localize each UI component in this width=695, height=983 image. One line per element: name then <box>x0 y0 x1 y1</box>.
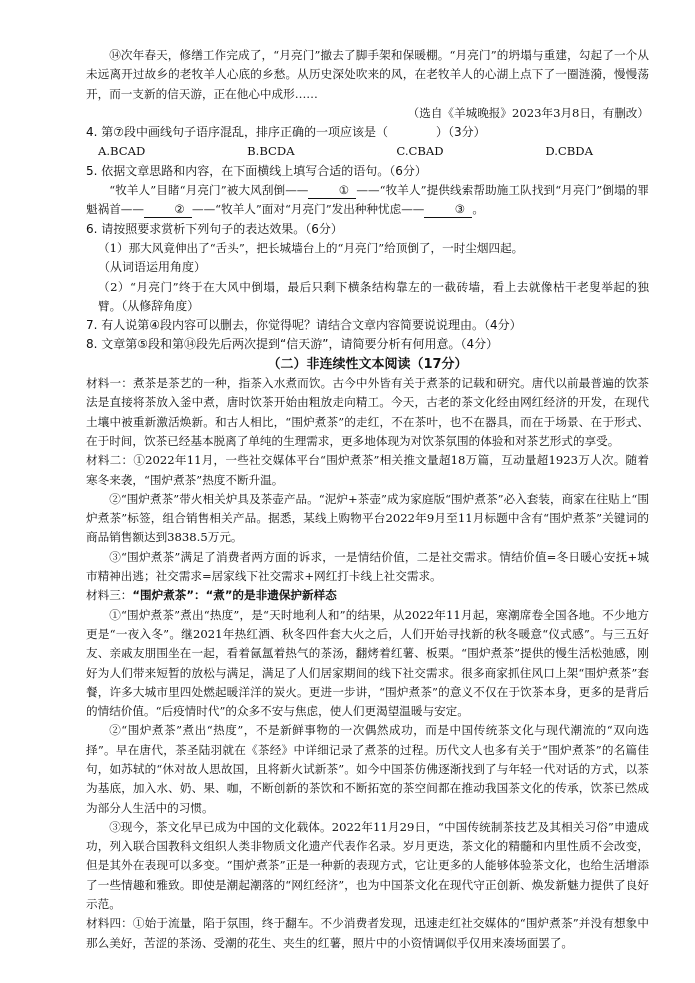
blank-1: ① <box>308 183 356 199</box>
material-3-para-2: ②“围炉煮茶”煮出“热度”，不是新鲜事物的一次偶然成功，而是中国传统茶文化与现代潮流的“双向选择”。早在唐代，茶圣陆羽就在《茶经》中详细记录了煮茶的过程。历代文人也多有关于“围炉煮茶”的名篇佳句，如苏轼的“休对故人思故国，且将新火试新茶”。如今中国茶仿佛逐渐找到了与年轻一代对话的方式，以茶为基底，加入水、奶、果、咖，不断创新的茶饮和不断拓宽的茶空间都在推动我国茶文化的传承，饮茶已然成为部分人生活中的习惯。 <box>86 723 649 815</box>
question-6: 6. 请按照要求赏析下列句子的表达效果。（6分） <box>86 221 343 236</box>
chain-part-1: “牧羊人”目睹“月亮门”被大风刮倒—— <box>109 183 309 198</box>
paragraph-14: ⑭次年春天，修缮工作完成了，“月亮门”撤去了脚手架和保暖棚。“月亮门”的坍塌与重建，勾起了一个从未远离开过故乡的老牧羊人心底的乡愁。从历史深处吹来的风，在老牧羊人的心湖上点下了一圈涟漪，慢慢荡开，而一支新的信天游，正在他心中成形…… <box>86 48 649 101</box>
material-4 <box>86 914 649 953</box>
question-7: 7. 有人说第④段内容可以删去，你觉得呢？请结合文章内容简要说说理由。（4分） <box>86 318 522 333</box>
question-4-score: ）（3分） <box>436 125 486 140</box>
material-2-para-1 <box>86 451 649 490</box>
material-3-title: “围炉煮茶”：“煮”的是非遗保护新样态 <box>132 588 337 603</box>
material-2-text-1: ①2022年11月，一些社交媒体平台“围炉煮茶”相关推文量超18万篇，互动量超1923万人次。随着寒冬来袭，“围炉煮茶”热度不断升温。 <box>86 453 649 487</box>
material-2-para-2: ②“围炉煮茶”带火相关炉具及茶壶产品。“泥炉+茶壶”成为家庭版“围炉煮茶”必入套装，商家在往贴上“围炉煮茶”标签，组合销售相关产品。据悉，某线上购物平台2022年9月至11月标题中含有“围炉煮茶”关键词的商品销售额达到3838.5万元。 <box>86 491 649 545</box>
material-4-text: ①始于流量，陷于氛围，终于翻车。不少消费者发现，迅速走红社交媒体的“围炉煮茶”并没有想象中那么美好，苦涩的茶汤、受潮的花生、夹生的红薯，照片中的小资情调似乎仅用来凑场面罢了。 <box>86 916 649 950</box>
blank-3: ③ <box>424 202 472 218</box>
chain-part-2: ——“牧羊人”提供线索帮助施工队找到“月亮门”倒塌的罪魁祸首—— <box>86 183 649 217</box>
option-d: D.CBDA <box>545 144 593 159</box>
option-a: A.BCAD <box>98 144 146 159</box>
question-6-angle-1: （从词语运用角度） <box>98 260 207 275</box>
chain-part-3: ——“牧羊人”面对“月亮门”发出种种忧虑—— <box>191 202 425 217</box>
option-b: B.BCDA <box>247 144 295 159</box>
material-1-label: 材料一： <box>86 376 133 391</box>
question-5: 5. 依据文章思路和内容，在下面横线上填写合适的语句。（6分） <box>86 163 427 178</box>
material-2-label: 材料二： <box>86 453 134 468</box>
material-3-para-3: ③现今，茶文化早已成为中国的文化载体。2022年11月29日，“中国传统制茶技艺及其相关习俗”申遗成功，列入联合国教科文组织人类非物质文化遗产代表作名录。岁月更迭，茶文化的精髓和内里性质不会改变，但是其外在表现可以多变。“围炉煮茶”正是一种新的表现方式，它让更多的人能够体验茶文化，也给生活增添了一些情趣和雅致。即使是潮起潮落的“网红经济”，也为中国茶文化在现代守正创新、焕发新魅力提供了良好示范。 <box>86 819 649 912</box>
chain-end: 。 <box>472 202 484 217</box>
question-6-sentence-2 <box>86 278 649 317</box>
material-3-label: 材料三： <box>86 588 133 603</box>
section-heading: （二）非连续性文本阅读（17分） <box>267 356 468 372</box>
question-8: 8. 文章第⑤段和第⑭段先后两次提到“信天游”，请简要分析有何用意。（4分） <box>86 337 499 352</box>
question-6-sentence-1: （1）那大风竟伸出了“舌头”，把长城墙台上的“月亮门”给顶倒了，一时尘烟四起。 <box>98 240 524 255</box>
source-citation: （选自《羊城晚报》2023年3月8日，有删改） <box>407 105 649 120</box>
material-1-text: 煮茶是茶艺的一种，指茶入水煮而饮。古今中外皆有关于煮茶的记载和研究。唐代以前最普遍的饮茶法是直接将茶放入釜中煮，唐时饮茶开始由粗放走向精工。今天，古老的茶文化经由网红经济的开发，在现代土壤中被重新激活焕新。和古人相比，“围炉煮茶”的走红，不在茶叶，也不在器具，而在于场景、在于形式、在于时间，饮茶已经基本脱离了单纯的生理需求，更多地体现为对饮茶氛围的体验和对茶艺形式的享受。 <box>86 376 649 448</box>
question-4 <box>86 123 649 142</box>
material-2-para-3: ③“围炉煮茶”满足了消费者两方面的诉求，一是情结价值，二是社交需求。情结价值=冬日暖心安抚+城市精神出逃；社交需求=居家线下社交需求+网红打卡线上社交需求。 <box>86 549 649 584</box>
material-1 <box>86 374 649 451</box>
material-3-para-1: ①“围炉煮茶”煮出“热度”，是“天时地利人和”的结果，从2022年11月起，寒潮席卷全国各地。不少地方更是“一夜入冬”。继2021年热红酒、秋冬四件套大火之后，人们开始寻找新的秋冬暖意“仪式感”。与三五好友、亲戚友朋围坐在一起，看着氤氲着热气的茶汤，翻烤着红薯、板栗。“围炉煮茶”提供的慢生活松弛感，刚好为人们带来短暂的放松与满足，满足了人们居家期间的线下社交需求。很多商家抓住风口上架“围炉煮茶”套餐，许多大城市里四处燃起暖洋洋的炭火。更进一步讲，“围炉煮茶”的意义不仅在于饮茶本身，更多的是背后的情结价值。“后疫情时代”的众多不安与焦虑，使人们更渴望温暖与安定。 <box>86 607 649 719</box>
question-5-chain <box>86 181 649 220</box>
sentence-2-angle: （从修辞角度） <box>121 298 200 313</box>
question-4-options <box>86 142 649 161</box>
question-4-text: 4. 第⑦段中画线句子语序混乱，排序正确的一项应该是（ <box>86 125 389 140</box>
option-c: C.CBAD <box>396 144 444 159</box>
blank-2: ② <box>144 202 192 218</box>
sentence-2-text: （2）“月亮门”终于在大风中倒塌，最后只剩下横条结构靠左的一截砖墙，看上去就像枯干老叟举起的独臂。 <box>98 279 649 313</box>
material-3-heading <box>86 586 649 605</box>
material-4-label: 材料四： <box>86 916 133 931</box>
